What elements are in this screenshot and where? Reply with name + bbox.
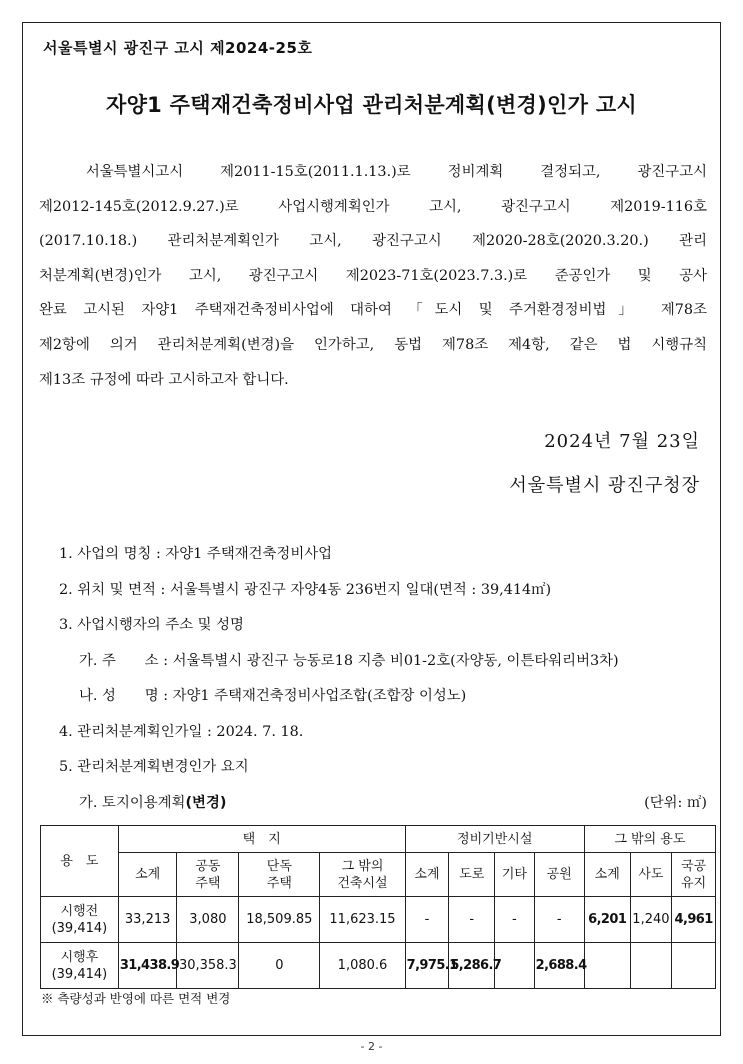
row-label <box>41 943 119 989</box>
table-cell: 7,975.1 <box>405 943 449 989</box>
header-public-land: 국공 유지 <box>672 853 716 897</box>
notice-title: 자양1 주택재건축정비사업 관리처분계획(변경)인가 고시 <box>105 93 638 117</box>
item-project-name: 1. 사업의 명칭 : 자양1 주택재건축정비사업 <box>59 546 333 562</box>
body-line: (2017.10.18.) 관리처분계획인가 고시, 광진구고시 제2020-28호(2020.3.20.) 관리 <box>39 233 707 250</box>
header-other-subtotal: 소계 <box>584 853 630 897</box>
issuing-office: 서울특별시 광진구청장 <box>509 475 700 496</box>
header-park: 공원 <box>534 853 584 897</box>
table-cell: 30,358.3 <box>177 943 239 989</box>
table-cell: 33,213 <box>118 897 177 943</box>
table-cell: 31,438.9 <box>118 943 177 989</box>
row-label-area: (39,414) <box>51 920 108 936</box>
header-infra: 정비기반시설 <box>405 826 584 853</box>
item-land-use-plan <box>59 786 709 822</box>
table-cell: 18,509.85 <box>239 897 320 943</box>
header-etc: 기타 <box>495 853 534 897</box>
footnote: ※ 측량성과 반영에 따른 면적 변경 <box>41 991 231 1006</box>
body-line: 제13조 규정에 따라 고시하고자 합니다. <box>39 371 289 388</box>
header-infra-subtotal: 소계 <box>405 853 449 897</box>
header-land: 택 지 <box>118 826 405 853</box>
table-cell <box>584 943 630 989</box>
item-operator: 3. 사업시행자의 주소 및 성명 <box>59 617 244 633</box>
row-label <box>41 897 119 943</box>
table-row <box>41 897 716 943</box>
row-label-name: 시행후 <box>60 949 99 965</box>
header-other-buildings: 그 밖의 건축시설 <box>320 853 405 897</box>
notice-body <box>39 155 707 397</box>
item-approval-date: 4. 관리처분계획인가일 : 2024. 7. 18. <box>59 723 304 740</box>
body-line: 처분계획(변경)인가 고시, 광진구고시 제2023-71호(2023.7.3.)로 준공인가 및 공사 <box>39 267 707 284</box>
land-use-label: 가. 토지이용계획 <box>79 794 186 811</box>
table-cell: 3,080 <box>177 897 239 943</box>
header-land-subtotal: 소계 <box>118 853 177 897</box>
table-cell: - <box>405 897 449 943</box>
item-location-area: 2. 위치 및 면적 : 서울특별시 광진구 자양4동 236번지 일대(면적 : 39,414㎡) <box>59 581 552 598</box>
table-cell: 0 <box>239 943 320 989</box>
body-line: 제2항에 의거 관리처분계획(변경)을 인가하고, 동법 제78조 제4항, 같은 법 시행규칙 <box>39 336 707 353</box>
header-apartment: 공동 주택 <box>177 853 239 897</box>
row-label-name: 시행전 <box>60 903 99 919</box>
table-cell: 6,201 <box>584 897 630 943</box>
body-line: 완료 고시된 자양1 주택재건축정비사업에 대하여 「도시 및 주거환경정비법」 제78조 <box>39 302 707 319</box>
land-use-table <box>40 825 716 989</box>
table-cell: - <box>495 897 534 943</box>
notice-items <box>59 537 709 821</box>
header-usage: 용 도 <box>41 826 119 897</box>
table-cell: 1,080.6 <box>320 943 405 989</box>
document-page <box>22 22 721 1036</box>
header-other: 그 밖의 용도 <box>584 826 715 853</box>
land-use-change-label: (변경) <box>185 794 227 811</box>
item-operator-address: 가. 주 소 : 서울특별시 광진구 능동로18 지층 비01-2호(자양동, 이튼타워리버3차) <box>79 652 619 669</box>
notice-date: 2024년 7월 23일 <box>544 431 700 452</box>
table-cell: 11,623.15 <box>320 897 405 943</box>
table-cell: 1,240 <box>630 897 672 943</box>
notice-number: 서울특별시 광진구 고시 제2024-25호 <box>43 39 313 57</box>
body-line: 제2012-145호(2012.9.27.)로 사업시행계획인가 고시, 광진구고시 제2019-116호 <box>39 198 707 215</box>
table-cell: 2,688.4 <box>534 943 584 989</box>
item-change-summary: 5. 관리처분계획변경인가 요지 <box>59 759 249 775</box>
page-number: - 2 - <box>360 1040 383 1053</box>
table-row <box>41 943 716 989</box>
header-private-road: 사도 <box>630 853 672 897</box>
header-detached: 단독 주택 <box>239 853 320 897</box>
table-cell: 5,286.7 <box>449 943 495 989</box>
header-road: 도로 <box>449 853 495 897</box>
table-cell: - <box>534 897 584 943</box>
body-line: 서울특별시고시 제2011-15호(2011.1.13.)로 정비계획 결정되고, 광진구고시 <box>39 164 707 180</box>
row-label-area: (39,414) <box>51 966 108 982</box>
table-cell <box>672 943 716 989</box>
unit-label: (단위: ㎡) <box>644 794 707 811</box>
table-cell: - <box>449 897 495 943</box>
table-cell <box>630 943 672 989</box>
item-operator-name: 나. 성 명 : 자양1 주택재건축정비사업조합(조합장 이성노) <box>79 688 467 704</box>
table-cell: 4,961 <box>672 897 716 943</box>
